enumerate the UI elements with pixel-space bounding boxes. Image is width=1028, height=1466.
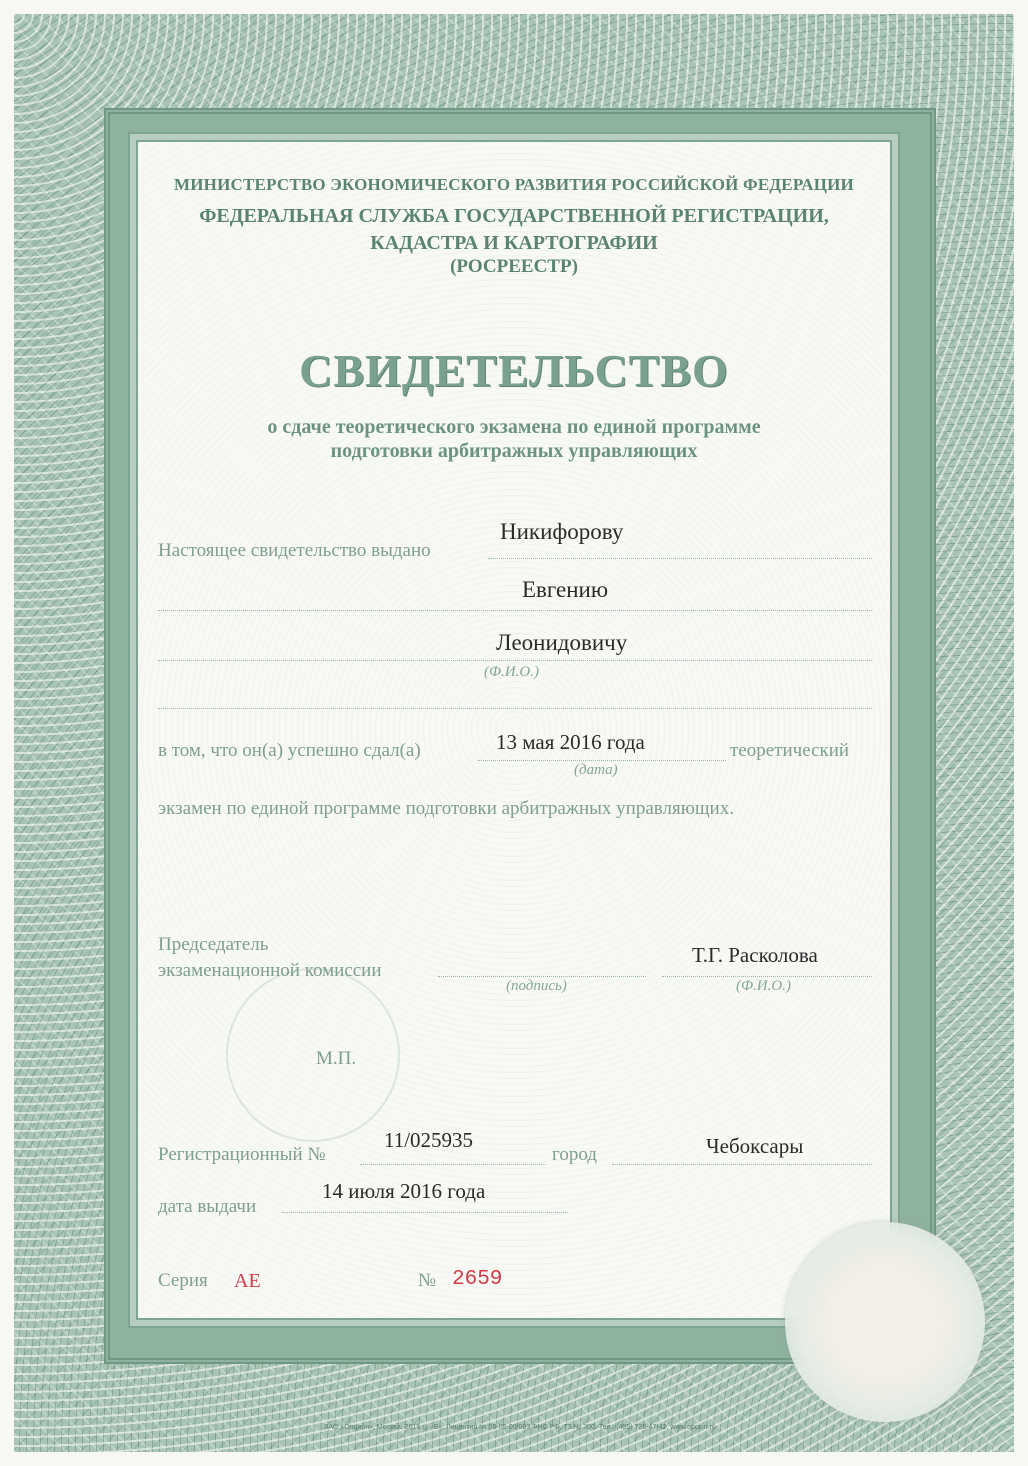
service-abbreviation: (РОСРЕЕСТР) — [450, 256, 578, 277]
city-line — [612, 1164, 872, 1165]
exam-date-value: 13 мая 2016 года — [496, 730, 645, 754]
patronymic-value: Леонидовичу — [496, 630, 628, 655]
series-number-value: 2659 — [452, 1268, 503, 1291]
subtitle-line1: о сдаче теоретического экзамена по единой программе — [267, 416, 761, 438]
exam-label: в том, что он(а) успешно сдал(а) — [158, 740, 421, 761]
chairman-label-line1: Председатель — [158, 934, 269, 955]
surname-line — [488, 558, 872, 559]
series-number-label: № — [418, 1270, 437, 1291]
chairman-name-line — [662, 976, 872, 977]
name-line — [158, 610, 872, 611]
printer-imprint: ЗАО «Опцион», Москва, 2015 г., «В». Лицензия № 05-05-09/003 ФНС РФ, ТЗ № 200. Тел.: (495) 726-47-42, www.opcion.ru — [324, 1424, 716, 1431]
service-heading-line1: ФЕДЕРАЛЬНАЯ СЛУЖБА ГОСУДАРСТВЕННОЙ РЕГИСТРАЦИИ, — [199, 205, 829, 227]
chairman-name-hint: (Ф.И.О.) — [736, 978, 791, 994]
seal-area — [226, 968, 400, 1142]
issue-date-value: 14 июля 2016 года — [322, 1179, 486, 1203]
date-hint: (дата) — [574, 762, 618, 778]
series-value: АЕ — [234, 1270, 261, 1292]
registration-number-value: 11/025935 — [384, 1128, 474, 1152]
ministry-heading: МИНИСТЕРСТВО ЭКОНОМИЧЕСКОГО РАЗВИТИЯ РОССИЙСКОЙ ФЕДЕРАЦИИ — [174, 175, 854, 194]
chairman-label-line2: экзаменационной комиссии — [158, 960, 382, 981]
extra-line — [158, 708, 872, 709]
issued-to-label: Настоящее свидетельство выдано — [158, 540, 431, 561]
city-label: город — [552, 1144, 597, 1165]
registration-number-line — [360, 1164, 546, 1165]
chairman-name-value: Т.Г. Расколова — [692, 943, 818, 967]
exam-date-line — [478, 760, 726, 761]
city-value: Чебоксары — [706, 1134, 804, 1158]
exam-label-after: теоретический — [730, 740, 850, 761]
surname-value: Никифорову — [500, 519, 624, 544]
issue-date-line — [282, 1212, 568, 1213]
hologram-sticker — [785, 1222, 985, 1422]
patronymic-line — [158, 660, 872, 661]
signature-hint: (подпись) — [506, 978, 567, 994]
document-title: СВИДЕТЕЛЬСТВО — [299, 345, 729, 396]
service-heading-line2: КАДАСТРА И КАРТОГРАФИИ — [370, 232, 658, 254]
series-label: Серия — [158, 1270, 208, 1291]
signature-line — [438, 976, 646, 977]
issue-date-label: дата выдачи — [158, 1196, 257, 1217]
seal-label: М.П. — [316, 1048, 357, 1069]
exam-description: экзамен по единой программе подготовки арбитражных управляющих. — [158, 798, 734, 819]
subtitle-line2: подготовки арбитражных управляющих — [330, 440, 698, 462]
fio-hint: (Ф.И.О.) — [484, 664, 539, 680]
name-value: Евгению — [522, 577, 609, 602]
registration-label: Регистрационный № — [158, 1144, 326, 1165]
